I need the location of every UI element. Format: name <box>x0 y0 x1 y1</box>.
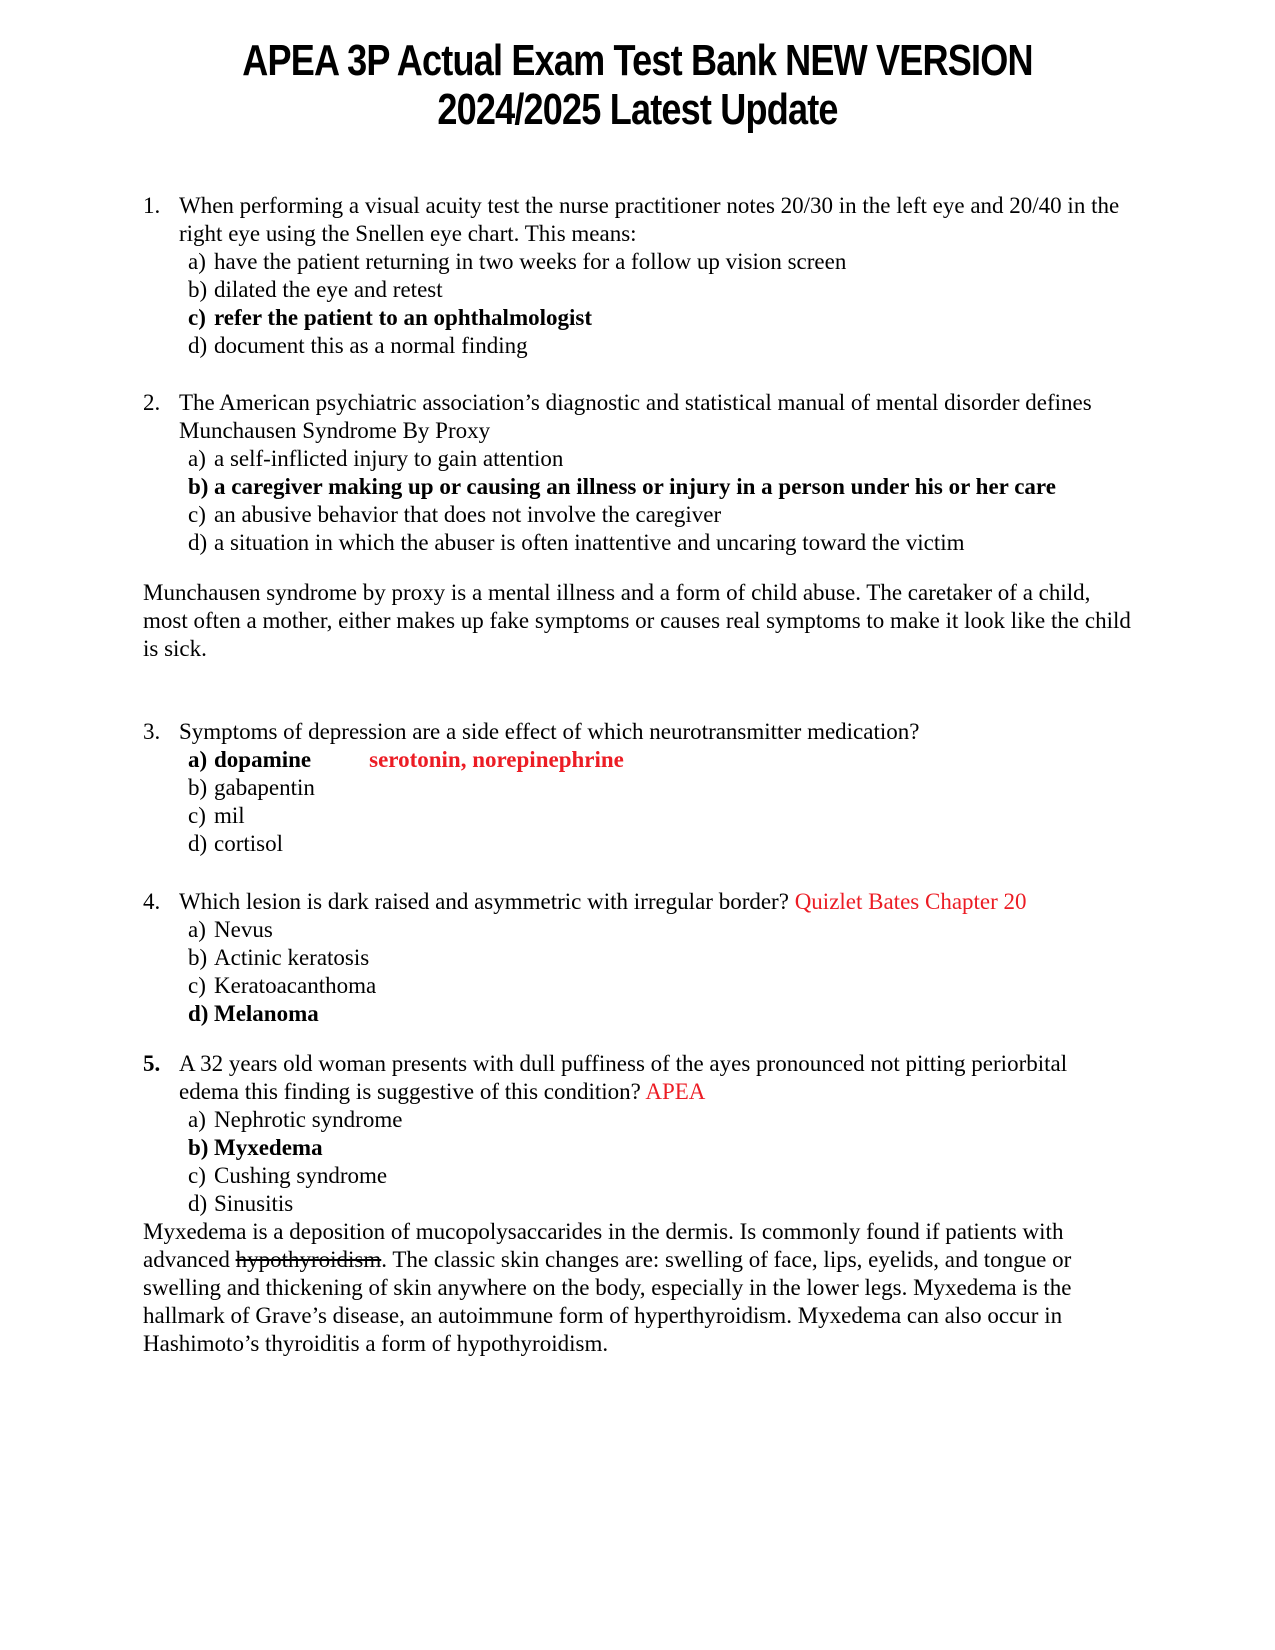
question-5-option-d <box>188 1190 1132 1218</box>
option-letter: b) <box>188 474 209 499</box>
option-letter: c) <box>188 502 206 527</box>
option-text: Actinic keratosis <box>214 945 370 970</box>
question-5-options <box>188 1106 1132 1218</box>
question-1-option-a <box>188 248 1132 276</box>
option-text: a situation in which the abuser is often inattentive and uncaring toward the victim <box>214 530 965 555</box>
option-text: dilated the eye and retest <box>214 277 443 302</box>
option-text: a caregiver making up or causing an illness or injury in a person under his or her care <box>214 474 1056 499</box>
question-2-option-d <box>188 529 1132 557</box>
question-2-option-a <box>188 445 1132 473</box>
option-text <box>214 746 1132 774</box>
question-red-annotation: Quizlet Bates Chapter 20 <box>794 889 1027 914</box>
question-3-options <box>188 746 1132 858</box>
option-text: an abusive behavior that does not involve the caregiver <box>214 502 722 527</box>
option-text: Nephrotic syndrome <box>214 1107 403 1132</box>
question-stem-text: Which lesion is dark raised and asymmetric with irregular border? <box>179 889 789 914</box>
explanation-text-part2: . The classic skin changes are: swelling of face, lips, eyelids, and tongue or swelling and thickening of skin anywhere on the body, especially in the lower legs. Myxedema is the hallmark of Grave’s disease, an autoimmune form of hyperthyroidism. Myxedema can also occur in Hashimoto’s thyroiditis a form of hypothyroidism. <box>143 1247 1072 1356</box>
option-text: mil <box>214 803 245 828</box>
question-5-option-b-answer <box>188 1134 1132 1162</box>
option-letter: a) <box>188 446 206 471</box>
explanation-text-part1: Myxedema is a deposition of mucopolysaccarides in the dermis. Is commonly found if patients with advanced <box>143 1219 1064 1272</box>
question-1-stem: When performing a visual acuity test the nurse practitioner notes 20/30 in the left eye and 20/40 in the right eye using the Snellen eye chart. This means: <box>179 193 1120 246</box>
question-3-stem: Symptoms of depression are a side effect of which neurotransmitter medication? <box>179 719 920 744</box>
question-4-option-b <box>188 944 1132 972</box>
question-3-option-b <box>188 774 1132 802</box>
option-letter: a) <box>188 917 206 942</box>
option-text: have the patient returning in two weeks for a follow up vision screen <box>214 249 847 274</box>
option-letter: a) <box>188 249 206 274</box>
option-text: refer the patient to an ophthalmologist <box>214 305 592 330</box>
question-3-option-a-answer <box>188 746 1132 774</box>
option-letter: c) <box>188 305 206 330</box>
struck-word: hypothyroidism <box>235 1247 382 1272</box>
question-5-number: 5. <box>143 1051 161 1076</box>
option-text: Myxedema <box>214 1135 323 1160</box>
option-letter: b) <box>188 775 208 800</box>
explanation-munchausen: Munchausen syndrome by proxy is a mental illness and a form of child abuse. The caretaker of a child, most often a mother, either makes up fake symptoms or causes real symptoms to make it look like the child is sick. <box>143 580 1131 661</box>
option-text: Nevus <box>214 917 273 942</box>
question-2-number: 2. <box>143 390 161 415</box>
question-3 <box>143 718 1132 858</box>
title-line-2: 2024/2025 Latest Update <box>437 85 838 134</box>
question-3-number: 3. <box>143 719 161 744</box>
question-3-option-c <box>188 802 1132 830</box>
explanation-myxedema <box>143 1218 1132 1358</box>
option-text: a self-inflicted injury to gain attention <box>214 446 564 471</box>
question-1-option-b <box>188 276 1132 304</box>
option-text: Keratoacanthoma <box>214 973 377 998</box>
option-letter: a) <box>188 1107 206 1132</box>
question-2-stem: The American psychiatric association’s diagnostic and statistical manual of mental disorder defines Munchausen Syndrome By Proxy <box>179 390 1092 443</box>
question-5-option-a <box>188 1106 1132 1134</box>
option-text: Melanoma <box>214 1001 319 1026</box>
question-2 <box>143 389 1132 557</box>
option-letter: a) <box>188 747 208 772</box>
question-red-annotation: APEA <box>645 1079 706 1104</box>
option-letter: d) <box>188 1191 208 1216</box>
option-letter: c) <box>188 803 206 828</box>
question-1-option-d <box>188 332 1132 360</box>
question-4-option-c <box>188 972 1132 1000</box>
question-stem-text: A 32 years old woman presents with dull puffiness of the ayes pronounced not pitting periorbital edema this finding is suggestive of this condition? <box>179 1051 1068 1104</box>
question-4-option-a <box>188 916 1132 944</box>
option-text: Cushing syndrome <box>214 1163 388 1188</box>
question-2-option-c <box>188 501 1132 529</box>
document-title <box>143 36 1132 134</box>
option-letter: b) <box>188 945 208 970</box>
question-4-options <box>188 916 1132 1028</box>
option-letter: d) <box>188 1001 209 1026</box>
option-letter: d) <box>188 831 208 856</box>
question-4 <box>143 888 1132 1028</box>
question-4-option-d-answer <box>188 1000 1132 1028</box>
question-5-option-c <box>188 1162 1132 1190</box>
question-1-option-c-answer <box>188 304 1132 332</box>
question-1 <box>143 192 1132 360</box>
question-5-stem <box>179 1050 1132 1106</box>
question-2-options <box>188 445 1132 557</box>
option-text: document this as a normal finding <box>214 333 528 358</box>
option-text: gabapentin <box>214 775 315 800</box>
option-text: Sinusitis <box>214 1191 294 1216</box>
question-3-option-d <box>188 830 1132 858</box>
question-2-option-b-answer <box>188 473 1132 501</box>
question-5 <box>143 1050 1132 1218</box>
option-text-main: dopamine <box>214 747 312 772</box>
question-4-stem <box>179 888 1132 916</box>
title-line-1: APEA 3P Actual Exam Test Bank NEW VERSION <box>242 36 1033 85</box>
question-1-number: 1. <box>143 193 161 218</box>
option-letter: d) <box>188 530 208 555</box>
option-text: cortisol <box>214 831 283 856</box>
option-letter: c) <box>188 1163 206 1188</box>
option-red-annotation: serotonin, norepinephrine <box>369 747 624 772</box>
option-letter: b) <box>188 1135 209 1160</box>
option-letter: d) <box>188 333 208 358</box>
option-letter: b) <box>188 277 208 302</box>
question-1-options <box>188 248 1132 360</box>
option-letter: c) <box>188 973 206 998</box>
question-4-number: 4. <box>143 889 161 914</box>
